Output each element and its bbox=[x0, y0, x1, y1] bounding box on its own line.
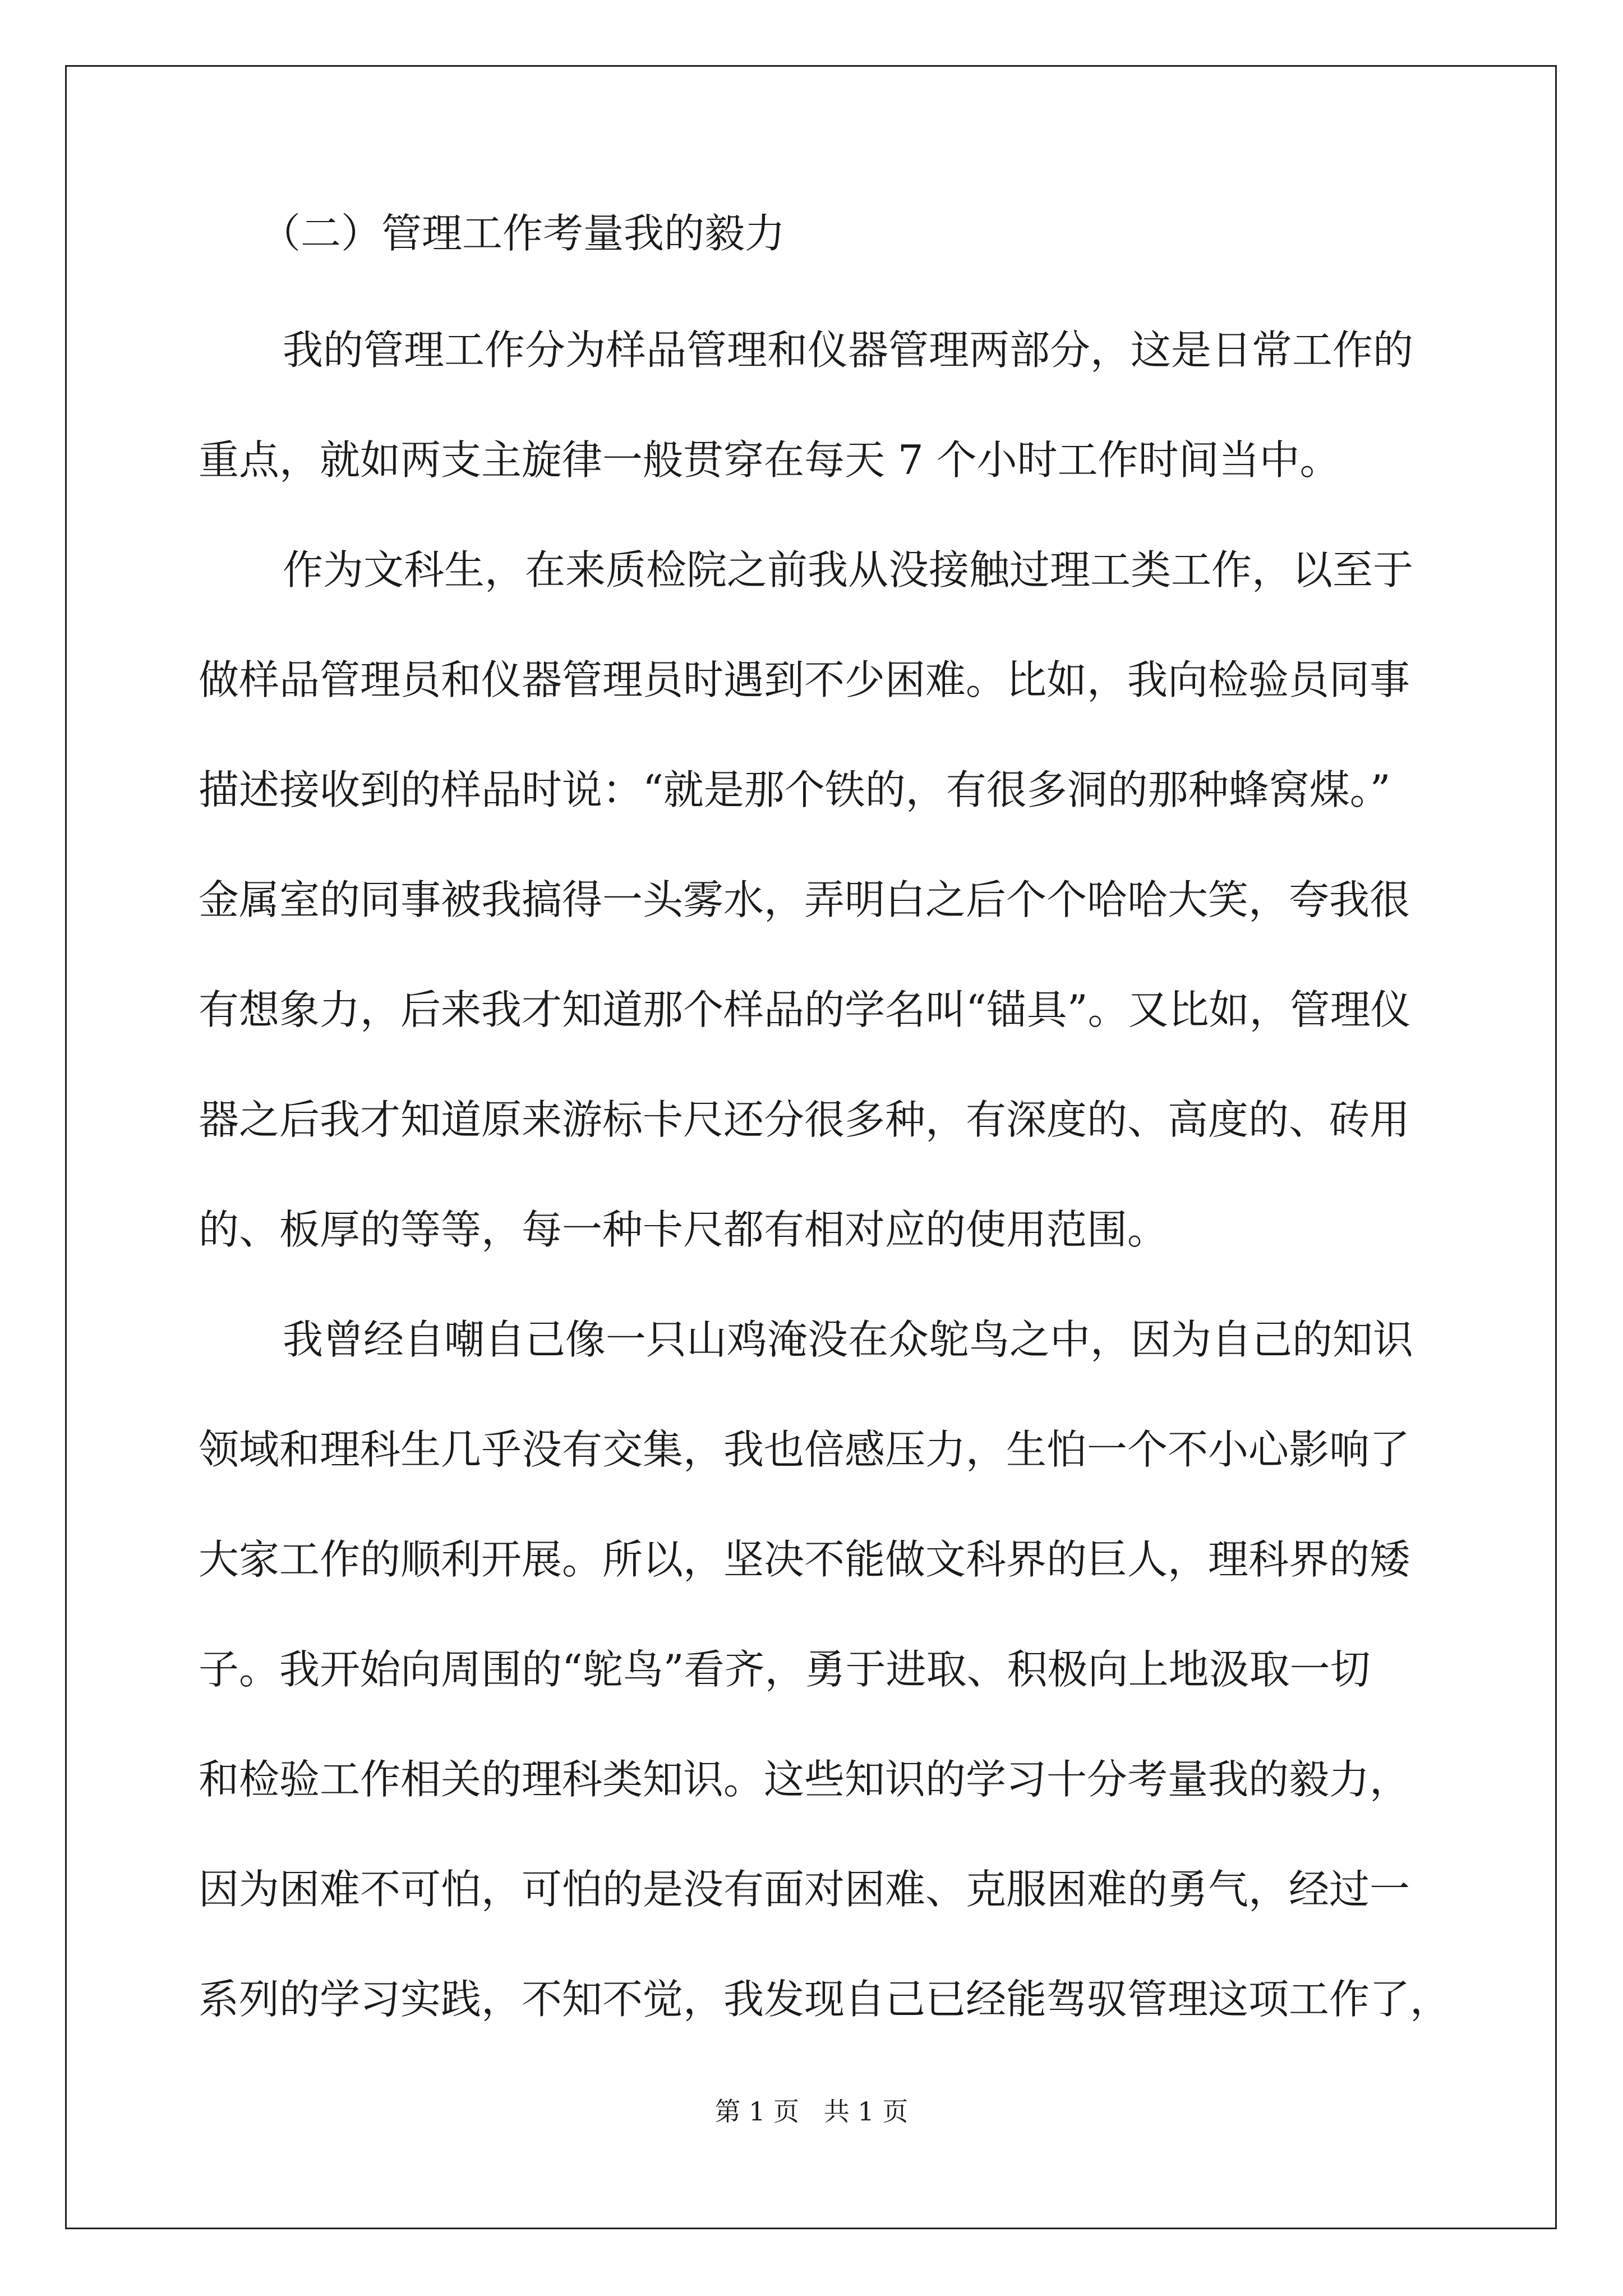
paragraph-line: 大家工作的顺利开展。所以，坚决不能做文科界的巨人，理科界的矮 bbox=[199, 1536, 1410, 1583]
paragraph-line: 金属室的同事被我搞得一头雾水，弄明白之后个个哈哈大笑，夸我很 bbox=[199, 876, 1410, 923]
paragraph-line: 我的管理工作分为样品管理和仪器管理两部分，这是日常工作的 bbox=[283, 326, 1414, 374]
paragraph-line: 有想象力，后来我才知道那个样品的学名叫“锚具”。又比如，管理仪 bbox=[199, 986, 1411, 1033]
paragraph-line: 器之后我才知道原来游标卡尺还分很多种，有深度的、高度的、砖用 bbox=[199, 1096, 1410, 1143]
section-heading: （二）管理工作考量我的毅力 bbox=[260, 210, 786, 257]
paragraph-line: 领域和理科生几乎没有交集，我也倍感压力，生怕一个不小心影响了 bbox=[199, 1426, 1410, 1473]
paragraph-line: 做样品管理员和仪器管理员时遇到不少困难。比如，我向检验员同事 bbox=[199, 656, 1410, 703]
paragraph-line: 的、板厚的等等，每一种卡尺都有相对应的使用范围。 bbox=[199, 1206, 1168, 1253]
paragraph-line: 我曾经自嘲自己像一只山鸡淹没在众鸵鸟之中，因为自己的知识 bbox=[283, 1316, 1414, 1363]
paragraph-line: 重点，就如两支主旋律一般贯穿在每天 7 个小时工作时间当中。 bbox=[199, 436, 1340, 484]
page-footer: 第 1 页 共 1 页 bbox=[714, 2096, 909, 2127]
paragraph-line: 和检验工作相关的理科类知识。这些知识的学习十分考量我的毅力， bbox=[199, 1756, 1410, 1803]
paragraph-line: 描述接收到的样品时说：“就是那个铁的，有很多洞的那种蜂窝煤。” bbox=[199, 766, 1391, 813]
paragraph-line: 因为困难不可怕，可怕的是没有面对困难、克服困难的勇气，经过一 bbox=[199, 1866, 1410, 1913]
paragraph-line: 作为文科生，在来质检院之前我从没接触过理工类工作，以至于 bbox=[283, 546, 1414, 593]
paragraph-line: 系列的学习实践，不知不觉，我发现自己已经能驾驭管理这项工作了， bbox=[199, 1976, 1451, 2023]
document-body bbox=[199, 210, 1451, 2082]
paragraph-line: 子。我开始向周围的“鸵鸟”看齐，勇于进取、积极向上地汲取一切 bbox=[199, 1646, 1371, 1693]
